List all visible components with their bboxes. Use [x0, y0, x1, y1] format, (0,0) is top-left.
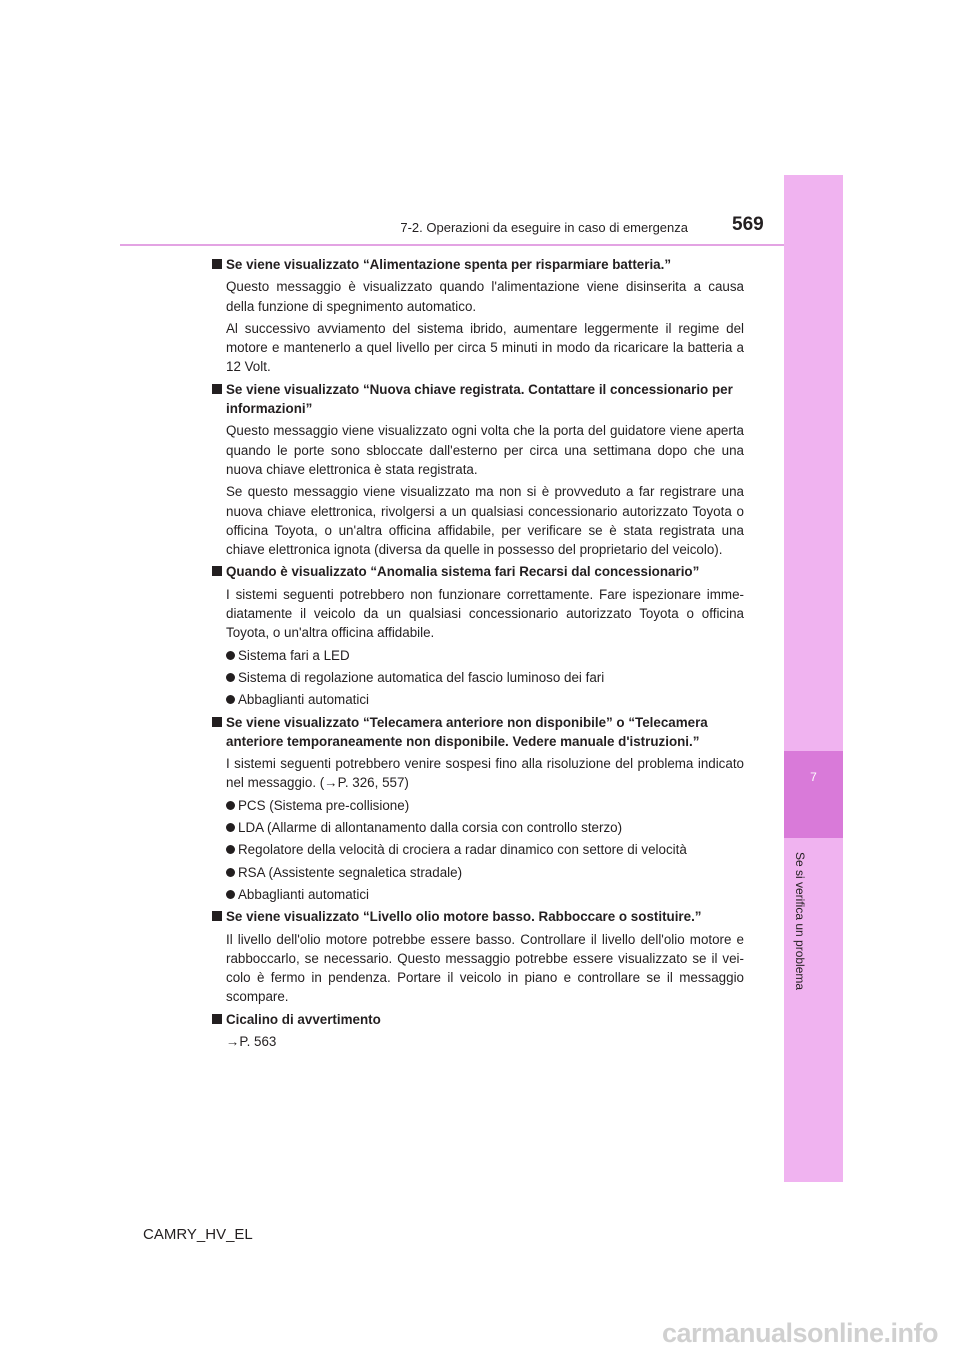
paragraph: I sistemi seguenti potrebbero non funzionare correttamente. Fare ispezionare imme-diatamente il veicolo da un qualsiasi concessionario autorizzato Toyota o officina Toyota, o un'altra officina affidabile. — [226, 586, 744, 641]
section-title: 7-2. Operazioni da eseguire in caso di emergenza — [400, 220, 688, 235]
round-bullet-icon — [226, 890, 235, 899]
square-bullet-icon — [212, 566, 222, 576]
chapter-number: 7 — [810, 770, 817, 784]
list-item: Sistema fari a LED — [212, 646, 744, 665]
round-bullet-icon — [226, 673, 235, 682]
list-item: LDA (Allarme di allontanamento dalla corsia con controllo sterzo) — [212, 818, 744, 837]
round-bullet-icon — [226, 695, 235, 704]
list-item: Abbaglianti automatici — [212, 885, 744, 904]
watermark: carmanualsonline.info — [661, 1318, 938, 1348]
section-heading: Se viene visualizzato “Livello olio motore basso. Rabboccare o sostituire.” — [212, 907, 744, 926]
section-heading: Cicalino di avvertimento — [212, 1010, 744, 1029]
section-heading: Se viene visualizzato “Alimentazione spenta per risparmiare batteria.” — [212, 255, 744, 274]
section-heading: Quando è visualizzato “Anomalia sistema fari Recarsi dal concessionario” — [212, 562, 744, 581]
list-item: Abbaglianti automatici — [212, 690, 744, 709]
list-item: Sistema di regolazione automatica del fascio luminoso dei fari — [212, 668, 744, 687]
list-item: Regolatore della velocità di crociera a radar dinamico con settore di velocità — [212, 840, 744, 859]
header-rule — [120, 244, 784, 246]
list-item: RSA (Assistente segnaletica stradale) — [212, 863, 744, 882]
square-bullet-icon — [212, 259, 222, 269]
chapter-number-tab — [784, 751, 843, 838]
round-bullet-icon — [226, 651, 235, 660]
chapter-title: Se si verifica un problema — [793, 852, 807, 991]
square-bullet-icon — [212, 1014, 222, 1024]
model-code: CAMRY_HV_EL — [143, 1226, 253, 1243]
paragraph: Questo messaggio è visualizzato quando l'alimentazione viene disinserita a causa della funzione di spegnimento automatico. — [226, 279, 744, 314]
list-item: PCS (Sistema pre-collisione) — [212, 796, 744, 815]
paragraph: Se questo messaggio viene visualizzato ma non si è provveduto a far registrare una nuova chiave elettronica, rivolgersi a un qualsiasi concessionario autorizzato Toyota o officina Toyota, o un'altra officina affidabile, per verificare se è stata registrata una chiave elettronica ignota (diversa da quelle in possesso del proprietario del veicolo). — [226, 484, 744, 558]
paragraph: Questo messaggio viene visualizzato ogni volta che la porta del guidatore viene aperta quando le porte sono sbloccate dall'esterno per circa una settimana dopo che una nuova chiave elettronica è stata registrata. — [226, 423, 744, 477]
round-bullet-icon — [226, 801, 235, 810]
square-bullet-icon — [212, 717, 222, 727]
square-bullet-icon — [212, 384, 222, 394]
page-content — [212, 255, 744, 1051]
round-bullet-icon — [226, 823, 235, 832]
square-bullet-icon — [212, 911, 222, 921]
round-bullet-icon — [226, 868, 235, 877]
paragraph: Il livello dell'olio motore potrebbe essere basso. Controllare il livello dell'olio motore e rabboccarlo, se necessario. Questo messaggio potrebbe essere visualizzato se il vei-colo è fermo in pendenza. Portare il veicolo in piano e controllare se il messaggio scompare. — [226, 931, 744, 1005]
paragraph: I sistemi seguenti potrebbero venire sospesi fino alla risoluzione del problema indicato nel messaggio. (→P. 326, 557) — [226, 756, 744, 791]
section-heading: Se viene visualizzato “Nuova chiave registrata. Contattare il concessionario per informazioni” — [212, 380, 744, 419]
page-reference-link[interactable]: →P. 563 — [226, 1033, 277, 1049]
section-heading: Se viene visualizzato “Telecamera anteriore non disponibile” o “Telecamera anteriore temporaneamente non disponibile. Vedere manuale d'istruzioni.” — [212, 713, 744, 752]
paragraph: Al successivo avviamento del sistema ibrido, aumentare leggermente il regime del motore e mantenerlo a quel livello per circa 5 minuti in modo da ricaricare la batteria a 12 Volt. — [226, 320, 744, 375]
page-number: 569 — [732, 214, 764, 235]
round-bullet-icon — [226, 845, 235, 854]
